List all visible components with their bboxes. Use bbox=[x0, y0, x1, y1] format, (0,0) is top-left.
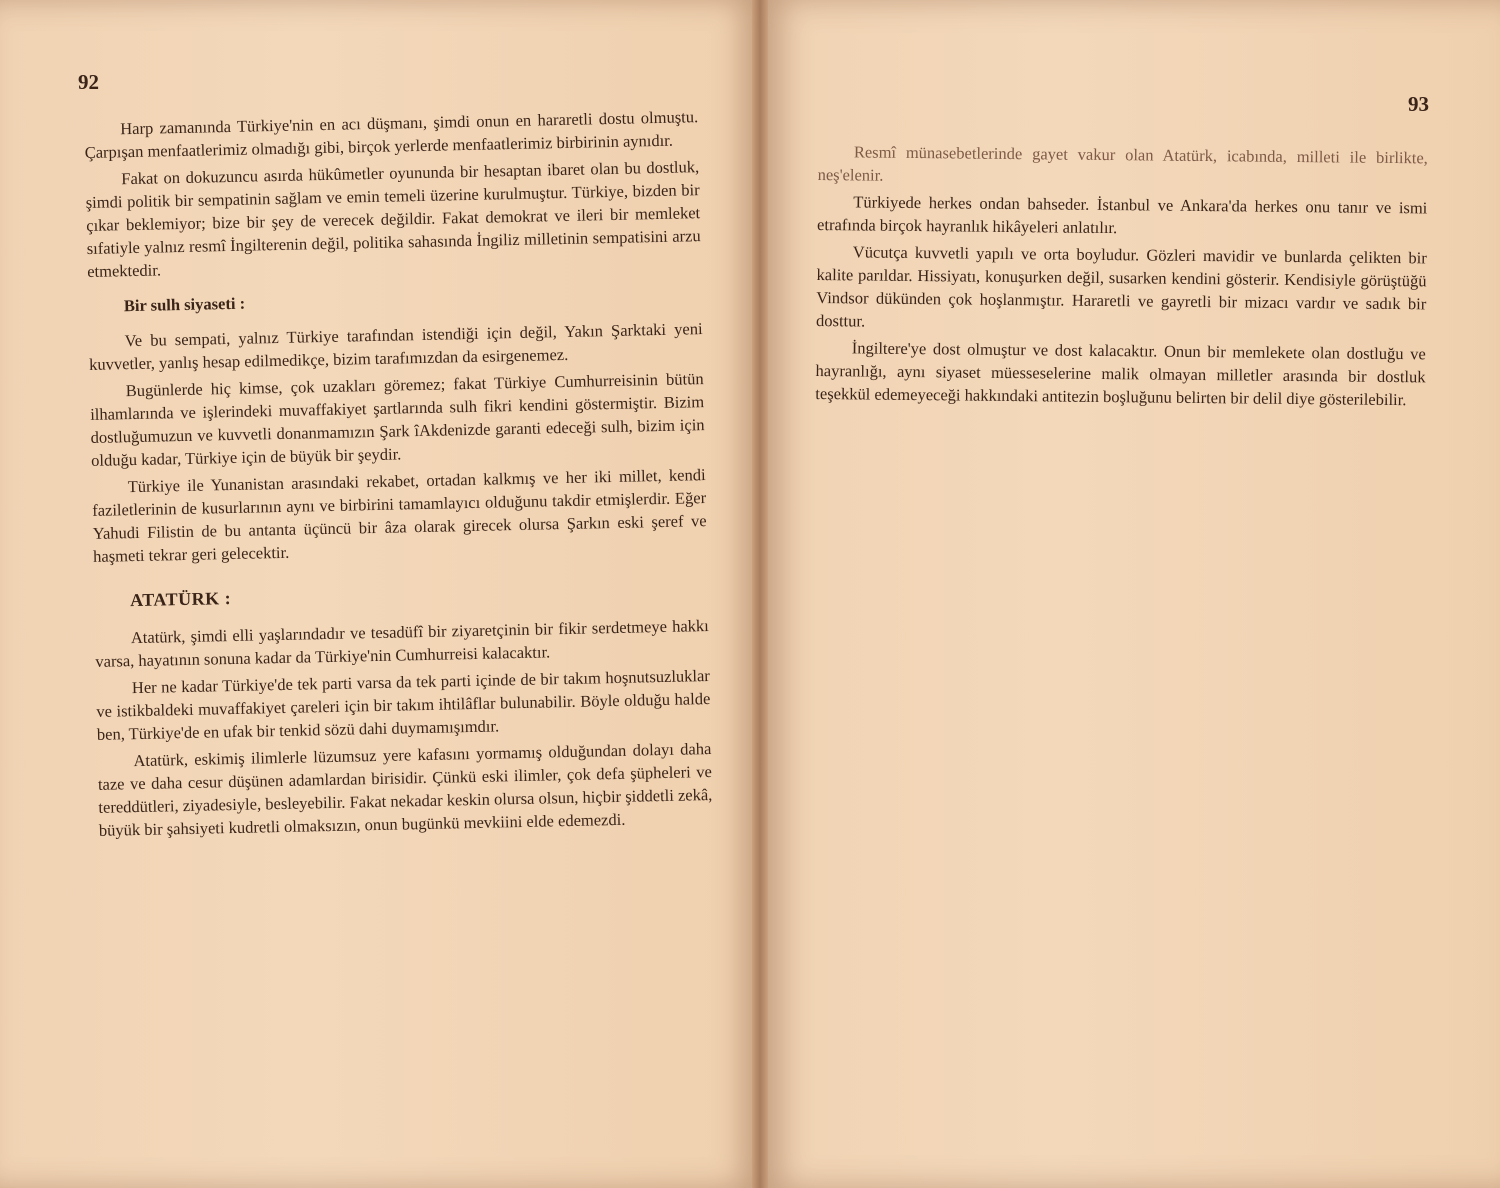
paragraph: İngiltere'ye dost olmuştur ve dost kalacaktır. Onun bir memlekete olan dostluğu ve hayranlığı, aynı siyaset müesseselerine malik olmayan milletler arasında bir dostluk teşekkül edemeyeceği hakkındaki antitezin boşluğunu belirten bir delil diye gösterilebilir. bbox=[815, 338, 1426, 410]
paragraph: Her ne kadar Türkiye'de tek parti varsa da tek parti içinde de bir takım hoşnutsuzluklar ve istikbaldeki muvaffakiyet çareleri için bir takım ihtilâflar bulunabilir. Böyle olduğu halde ben, Türkiye'de en ufak bir tenkid sözü dahi duymamışımdır. bbox=[96, 666, 711, 744]
paragraph: Ve bu sempati, yalnız Türkiye tarafından istendiği için değil, Yakın Şarktaki yeni kuvvetler, yanlış hesap edilmedikçe, bizim tarafımızdan da esirgenemez. bbox=[88, 319, 703, 374]
paragraph: Atatürk, şimdi elli yaşlarındadır ve tesadüfî bir ziyaretçinin bir fikir serdetmeye hakkı varsa, hayatının sonuna kadar da Türkiye'nin Cumhurreisi kalacaktır. bbox=[95, 616, 709, 671]
left-page-text bbox=[84, 105, 713, 846]
right-page-text bbox=[815, 140, 1428, 415]
paragraph: Vücutça kuvvetli yapılı ve orta boyludur. Gözleri mavidir ve bunlarda çelikten bir kalite parıldar. Hissiyatı, konuşurken değil, susarken kendini gösterir. Kendisiyle görüştüğü Vindsor dükünden çok hoşlanmıştır. Hararetli ve gayretli bir mizacı vardır ve sadık bir dosttur. bbox=[816, 242, 1427, 331]
paragraph: Türkiyede herkes ondan bahseder. İstanbul ve Ankara'da herkes onu tanır ve ismi etrafında birçok hayranlık hikâyeleri anlatılır. bbox=[817, 192, 1428, 238]
paragraph: Türkiye ile Yunanistan arasındaki rekabet, ortadan kalkmış ve her iki millet, kendi faziletlerinin de kusurlarının aynı ve birbirini tamamlayıcı olduğunu takdir etmişlerdir. Eğer Yahudi Filistin de bu antanta üçüncü bir âza olarak girecek olursa Şarkın eski şeref ve haşmeti tekrar geri gelecektir. bbox=[92, 465, 707, 566]
section-heading: ATATÜRK : bbox=[129, 588, 232, 611]
left-page-number: 92 bbox=[78, 70, 99, 94]
right-page-number: 93 bbox=[1408, 92, 1429, 116]
paragraph: Fakat on dokuzuncu asırda hükûmetler oyununda bir hesaptan ibaret olan bu dostluk, şimdi politik bir sempatinin sağlam ve emin temeli üzerine kurulmuştur. Türkiye, bizden bir çıkar beklemiyor; bize bir şey de verecek değildir. Fakat demokrat ve ileri bir memleket sıfatiyle yalnız resmî İngilterenin değil, politika sahasında İngiliz milletinin sempatisini arzu etmektedir. bbox=[85, 157, 701, 281]
paragraph: Bugünlerde hiç kimse, çok uzakları göremez; fakat Türkiye Cumhurreisinin bütün ilhamlarında ve işlerindeki muvaffakiyet şartlarında sulh fikri kendini göstermiştir. Bizim dostluğumuzun ve kuvvetli donanmamızın Şark îAkdenizde garanti edeceği sulh, bizim için olduğu kadar, Türkiye için de büyük bir şeydir. bbox=[90, 369, 705, 470]
paragraph: Atatürk, eskimiş ilimlerle lüzumsuz yere kafasını yormamış olduğundan dolayı daha taze ve daha cesur düşünen adamlardan birisidir. Çünkü eski ilimler, çok defa şüpheleri ve tereddütleri, ziyadesiyle, besleyebilir. Fakat nekadar keskin olursa olsun, hiçbir şiddetli zekâ, büyük bir şahsiyeti kudretli olmaksızın, onun bugünkü mevkiini elde edemezdi. bbox=[97, 739, 713, 840]
book-gutter bbox=[752, 0, 768, 1188]
paragraph: Harp zamanında Türkiye'nin en acı düşmanı, şimdi onun en hararetli dostu olmuştu. Çarpışan menfaatlerimiz olmadığı gibi, birçok yerlerde menfaatlerimiz birbirinin aynıdır. bbox=[84, 107, 699, 162]
section-heading: Bir sulh siyaseti : bbox=[123, 293, 246, 316]
paragraph: Resmî münasebetlerinde gayet vakur olan Atatürk, icabında, milleti ile birlikte, neş'elenir. bbox=[817, 142, 1428, 185]
